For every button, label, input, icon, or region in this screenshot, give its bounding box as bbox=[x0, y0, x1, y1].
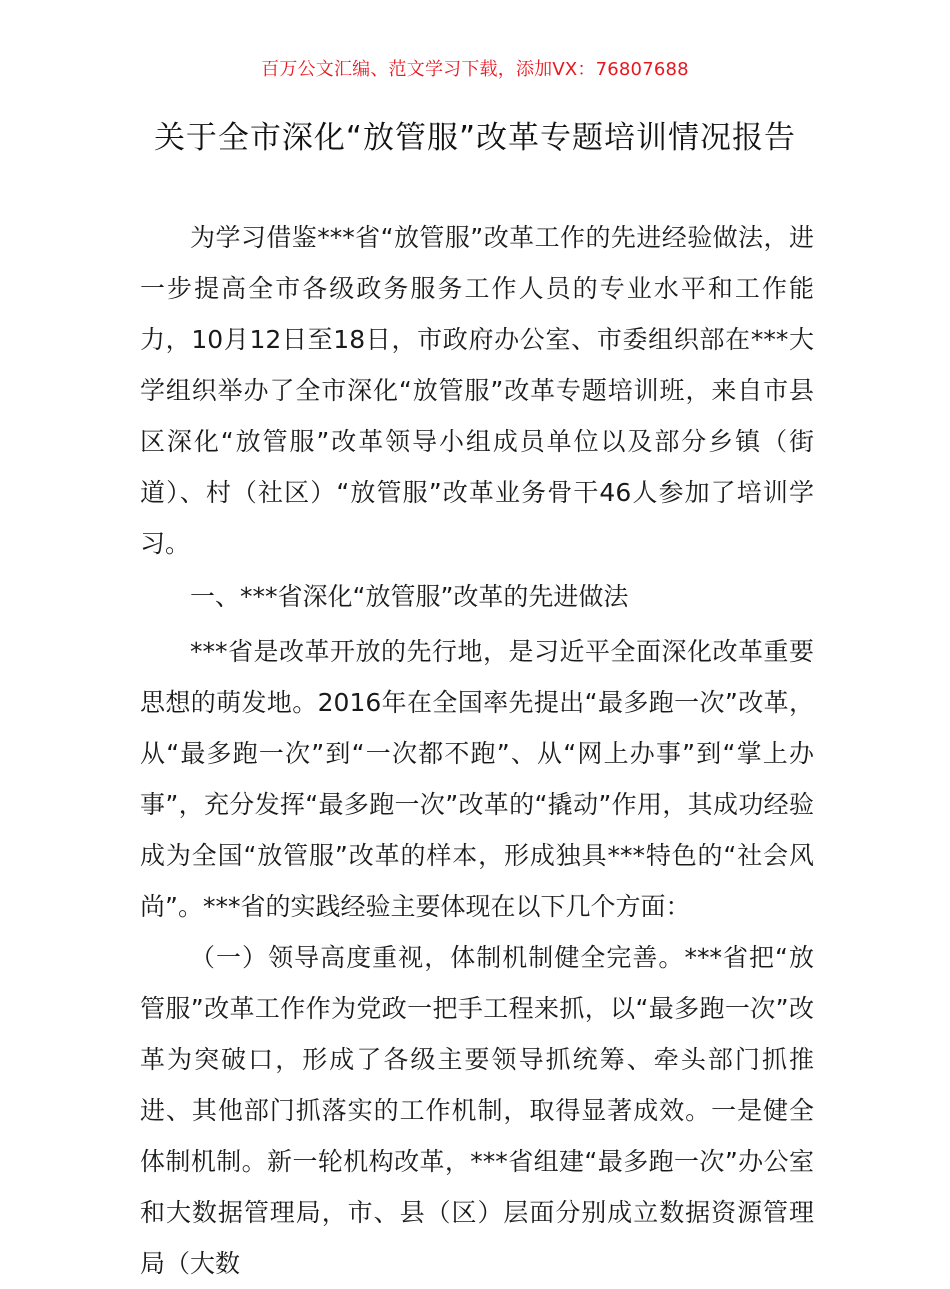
paragraph-section-1: ***省是改革开放的先行地，是习近平全面深化改革重要思想的萌发地。2016年在全国率先提出“最多跑一次”改革，从“最多跑一次”到“一次都不跑”、从“网上办事”到“掌上办事”，充分发挥“最多跑一次”改革的“撬动”作用，其成功经验成为全国“放管服”改革的样本，形成独具***特色的“社会风尚”。***省的实践经验主要体现在以下几个方面： bbox=[140, 637, 814, 921]
document-title: 关于全市深化“放管服”改革专题培训情况报告 bbox=[153, 120, 797, 156]
document-body bbox=[140, 212, 814, 1289]
header-watermark: 百万公文汇编、范文学习下载，添加VX：76807688 bbox=[261, 59, 689, 80]
paragraph-subsection-1: （一）领导高度重视，体制机制健全完善。***省把“放管服”改革工作作为党政一把手工程来抓，以“最多跑一次”改革为突破口，形成了各级主要领导抓统筹、牵头部门抓推进、其他部门抓落实的工作机制，取得显著成效。一是健全体制机制。新一轮机构改革，***省组建“最多跑一次”办公室和大数据管理局，市、县（区）层面分别成立数据资源管理局（大数 bbox=[140, 943, 814, 1278]
paragraph-intro: 为学习借鉴***省“放管服”改革工作的先进经验做法，进一步提高全市各级政务服务工作人员的专业水平和工作能力，10月12日至18日，市政府办公室、市委组织部在***大学组织举办了全市深化“放管服”改革专题培训班，来自市县区深化“放管服”改革领导小组成员单位以及部分乡镇（街道）、村（社区）“放管服”改革业务骨干46人参加了培训学习。 bbox=[140, 223, 814, 558]
section-heading-1: 一、***省深化“放管服”改革的先进做法 bbox=[190, 582, 629, 611]
